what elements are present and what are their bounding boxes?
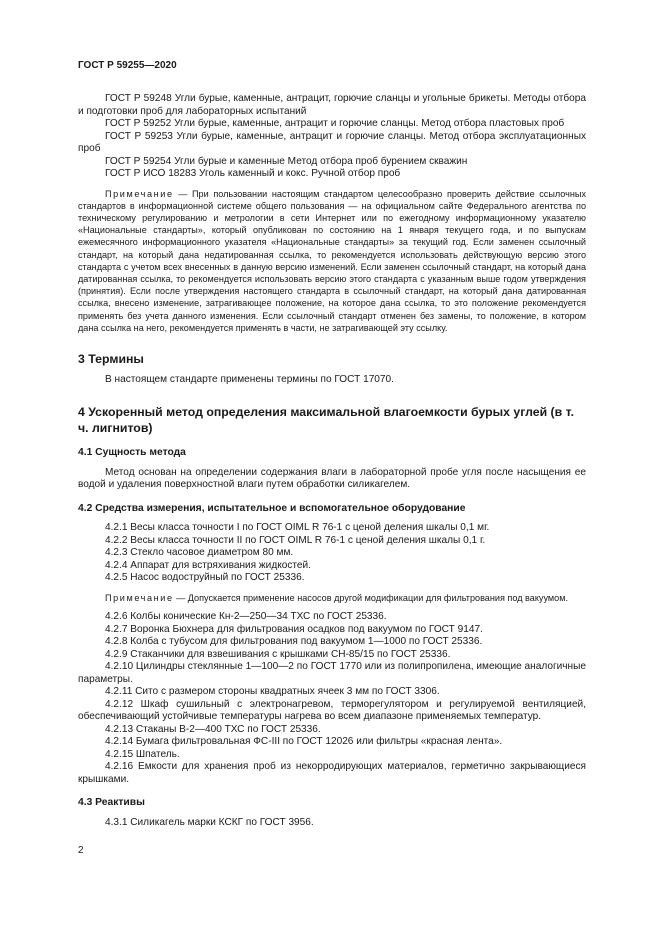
equipment-item: 4.2.12 Шкаф сушильный с электронагревом, терморегулятором и регулируемой вентиляцией, обеспечивающий устойчивые температуры нагрева во всем диапазоне применяемых температур. — [78, 698, 586, 723]
reference-item: ГОСТ Р 59248 Угли бурые, каменные, антрацит, горючие сланцы и угольные брикеты. Методы отбора и подготовки проб для лабораторных испытаний — [78, 93, 586, 117]
equipment-item: 4.2.8 Колба с тубусом для фильтрования под вакуумом 1—1000 по ГОСТ 25336. — [105, 636, 483, 648]
section-4-title: 4 Ускоренный метод определения максимальной влагоемкости бурых углей (в т. ч. лигнитов) — [78, 405, 574, 435]
equipment-item: 4.2.13 Стаканы В-2—400 ТХС по ГОСТ 25336. — [105, 723, 321, 735]
section-3-title: 3 Термины — [78, 351, 144, 366]
note-label: Примечание — [105, 188, 174, 199]
equipment-list-b — [78, 611, 586, 786]
equipment-item: 4.2.16 Емкости для хранения проб из некорродирующих материалов, герметично закрывающиеся крышками. — [78, 761, 586, 785]
equipment-item: 4.2.14 Бумага фильтровальная ФС-III по ГОСТ 12026 или фильтры «красная лента». — [105, 736, 503, 748]
reference-item: ГОСТ Р 59253 Угли бурые, каменные, антрацит и горючие сланцы. Метод отбора эксплуатационных проб — [78, 130, 586, 154]
subsection-4-1-title: 4.1 Сущность метода — [78, 447, 186, 459]
equipment-item: 4.2.2 Весы класса точности II по ГОСТ OIML R 76-1 с ценой деления шкалы 0,1 г. — [105, 534, 486, 546]
standard-header: ГОСТ Р 59255—2020 — [78, 60, 177, 71]
note-text: — При пользовании настоящим стандартом целесообразно проверить действие ссылочных стандартов в информационной системе общего пользования — на официальном сайте Федерального агентства по техническому регулированию и метрологии в сети Интернет или по ежегодному информационному указателю «Национальные стандарты», который опубликован по состоянию на 1 января текущего года, и по выпускам ежемесячного информационного указателя «Национальные стандарты» за текущий год. Если заменен ссылочный стандарт, на который дана недатированная ссылка, то рекомендуется использовать действующую версию этого стандарта с учетом всех внесенных в данную версию изменений. Если заменен ссылочный стандарт, на который дана датированная ссылка, то рекомендуется использовать версию этого стандарта с указанным выше годом утверждения (принятия). Если после утверждения настоящего стандарта в ссылочный стандарт, на который дана датированная ссылка, внесено изменение, затрагивающее положение, на которое дана ссылка, то это положение рекомендуется применять без учета данного изменения. Если ссылочный стандарт отменен без замены, то положение, в котором дана ссылка на него, рекомендуется применять в части, не затрагивающей эту ссылку. — [78, 188, 586, 333]
note-pumps — [78, 592, 586, 604]
equipment-item: 4.2.9 Стаканчики для взвешивания с крышками СН-85/15 по ГОСТ 25336. — [105, 648, 451, 660]
subsection-4-1-text: Метод основан на определении содержания влаги в лабораторной пробе угля после насыщения ее водой и удаления поверхностной влаги путем обработки силикагелем. — [78, 466, 586, 491]
section-3-text: В настоящем стандарте применены термины по ГОСТ 17070. — [105, 373, 394, 385]
equipment-item: 4.2.11 Сито с размером стороны квадратных ячеек 3 мм по ГОСТ 3306. — [105, 686, 440, 698]
reagent-item: 4.3.1 Силикагель марки КСКГ по ГОСТ 3956. — [105, 816, 314, 828]
reference-item: ГОСТ Р 59254 Угли бурые и каменные Метод отбора проб бурением скважин — [105, 155, 468, 167]
reagents-list — [78, 817, 586, 830]
equipment-item: 4.2.3 Стекло часовое диаметром 80 мм. — [105, 547, 294, 559]
note-text: — Допускается применение насосов другой модификации для фильтрования под вакуумом. — [176, 592, 568, 603]
equipment-item: 4.2.1 Весы класса точности I по ГОСТ OIML R 76-1 с ценой деления шкалы 0,1 мг. — [105, 522, 490, 534]
note-references — [78, 188, 586, 334]
subsection-4-2-title: 4.2 Средства измерения, испытательное и вспомогательное оборудование — [78, 502, 466, 514]
equipment-item: 4.2.6 Колбы конические Кн-2—250—34 ТХС по ГОСТ 25336. — [105, 611, 387, 623]
equipment-item: 4.2.4 Аппарат для встряхивания жидкостей. — [105, 559, 311, 571]
reference-item: ГОСТ Р ИСО 18283 Уголь каменный и кокс. Ручной отбор проб — [105, 168, 401, 179]
page-content — [78, 93, 586, 829]
note-label: Примечание — [105, 592, 174, 603]
equipment-item: 4.2.7 Воронка Бюхнера для фильтрования осадков под вакуумом по ГОСТ 9147. — [105, 623, 483, 635]
equipment-item: 4.2.15 Шпатель. — [105, 748, 180, 760]
equipment-item: 4.2.5 Насос водоструйный по ГОСТ 25336. — [105, 572, 305, 584]
subsection-4-3-title: 4.3 Реактивы — [78, 797, 145, 809]
normative-references — [78, 93, 586, 181]
page-number: 2 — [78, 845, 84, 856]
equipment-item: 4.2.10 Цилиндры стеклянные 1—100—2 по ГОСТ 1770 или из полипропилена, имеющие аналогичные параметры. — [78, 661, 586, 685]
reference-item: ГОСТ Р 59252 Угли бурые, каменные, антрацит и горючие сланцы. Метод отбора пластовых проб — [105, 118, 565, 129]
equipment-list-a — [78, 522, 586, 585]
